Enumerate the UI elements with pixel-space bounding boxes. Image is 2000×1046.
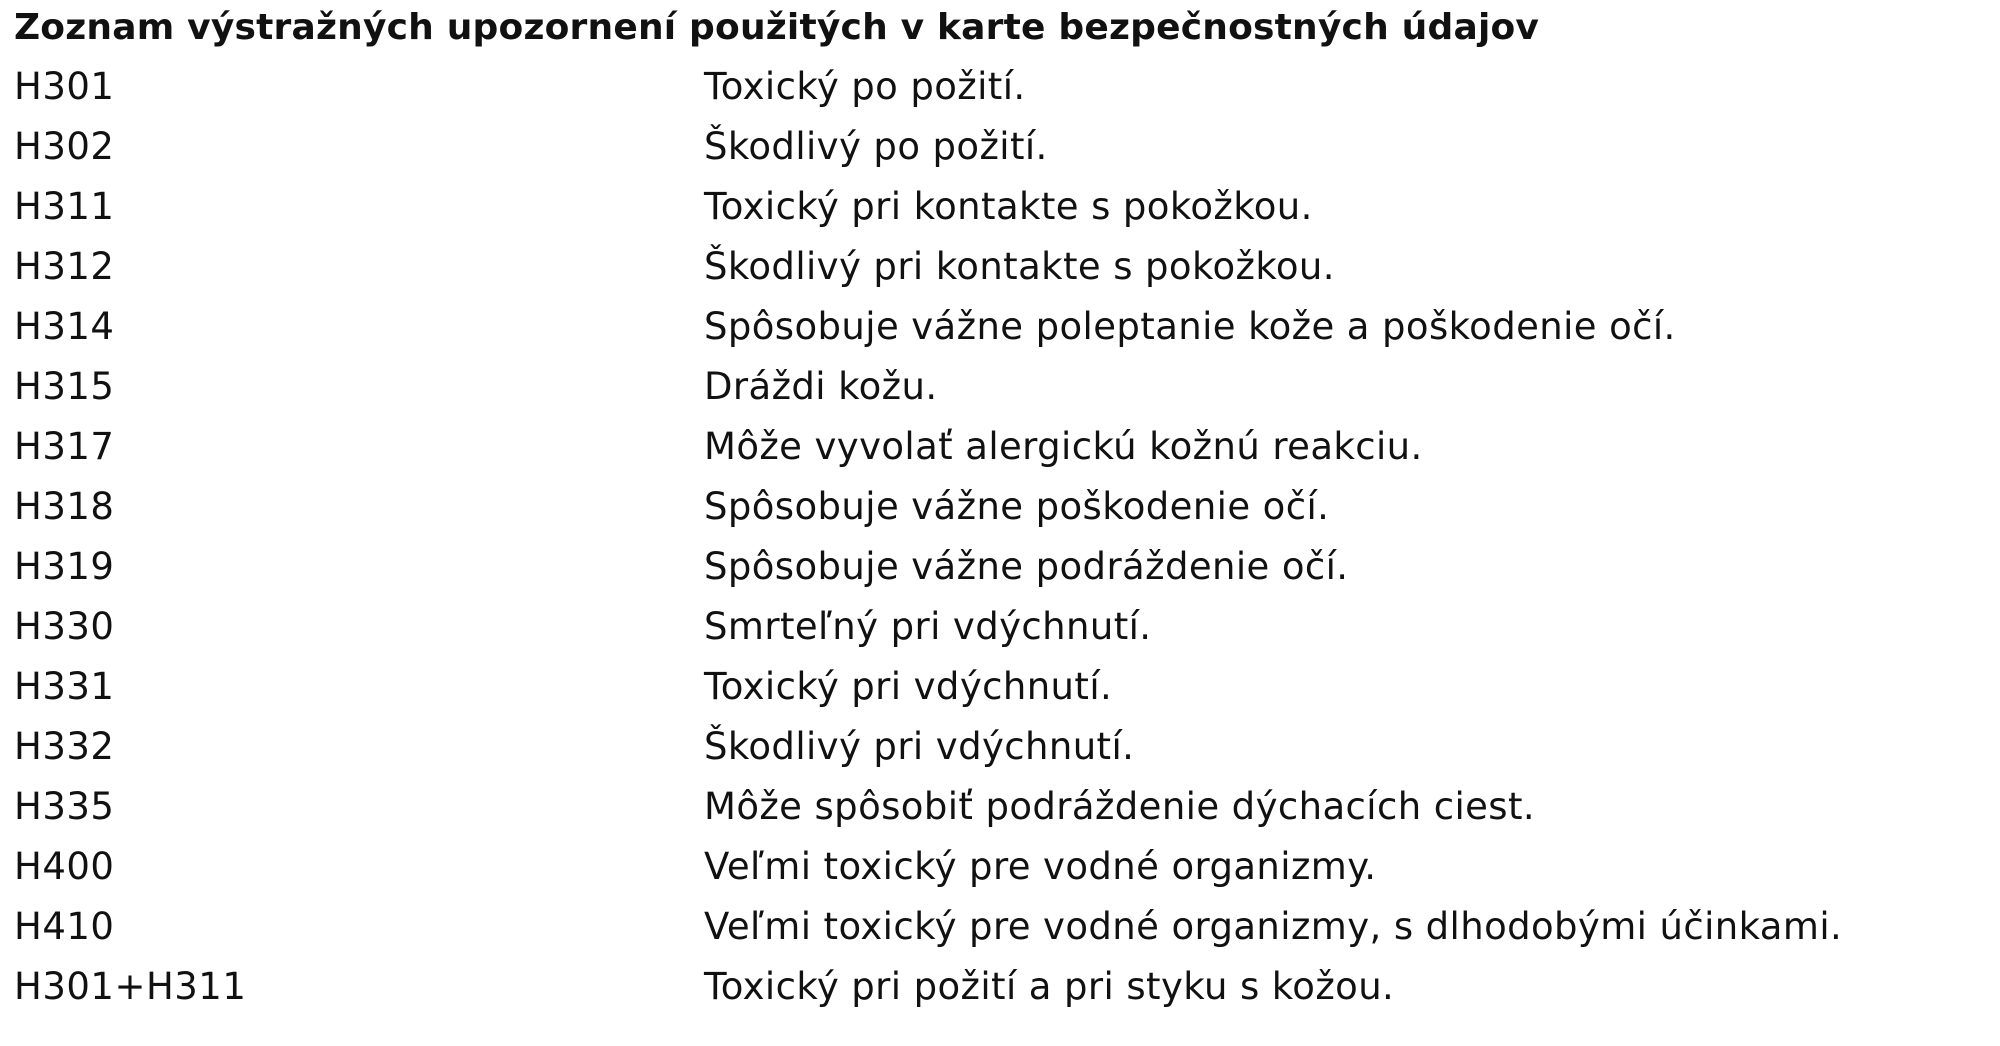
hazard-description: Škodlivý po požití. — [704, 124, 1048, 168]
hazard-statement-row — [14, 656, 1994, 716]
hazard-code: H311 — [14, 184, 115, 228]
hazard-description: Spôsobuje vážne podráždenie očí. — [704, 544, 1349, 588]
hazard-description: Spôsobuje vážne poleptanie kože a poškodenie očí. — [704, 304, 1676, 348]
hazard-description: Toxický pri vdýchnutí. — [704, 664, 1113, 708]
hazard-statement-row — [14, 836, 1994, 896]
hazard-description: Spôsobuje vážne poškodenie očí. — [704, 484, 1330, 528]
hazard-code: H410 — [14, 904, 115, 948]
hazard-statement-row — [14, 776, 1994, 836]
hazard-statement-row — [14, 416, 1994, 476]
hazard-code: H301+H311 — [14, 964, 247, 1008]
hazard-description: Toxický po požití. — [704, 64, 1026, 108]
hazard-statement-row — [14, 716, 1994, 776]
hazard-statement-row — [14, 536, 1994, 596]
hazard-statement-list — [14, 56, 1994, 1016]
hazard-statement-row — [14, 176, 1994, 236]
hazard-statement-row — [14, 56, 1994, 116]
hazard-statements-document — [14, 0, 1994, 1016]
hazard-code: H331 — [14, 664, 115, 708]
hazard-code: H319 — [14, 544, 115, 588]
hazard-statement-row — [14, 896, 1994, 956]
hazard-statement-row — [14, 236, 1994, 296]
hazard-description: Môže vyvolať alergickú kožnú reakciu. — [704, 424, 1423, 468]
hazard-code: H317 — [14, 424, 115, 468]
hazard-statement-row — [14, 116, 1994, 176]
hazard-statement-row — [14, 296, 1994, 356]
hazard-code: H330 — [14, 604, 115, 648]
hazard-description: Škodlivý pri kontakte s pokožkou. — [704, 244, 1335, 288]
hazard-statement-row — [14, 956, 1994, 1016]
hazard-code: H332 — [14, 724, 115, 768]
hazard-statement-row — [14, 596, 1994, 656]
hazard-description: Toxický pri kontakte s pokožkou. — [704, 184, 1313, 228]
hazard-description: Môže spôsobiť podráždenie dýchacích ciest. — [704, 784, 1536, 828]
hazard-description: Veľmi toxický pre vodné organizmy, s dlhodobými účinkami. — [704, 904, 1843, 948]
hazard-statement-row — [14, 476, 1994, 536]
hazard-statement-row — [14, 356, 1994, 416]
hazard-code: H335 — [14, 784, 115, 828]
hazard-code: H318 — [14, 484, 115, 528]
hazard-description: Škodlivý pri vdýchnutí. — [704, 724, 1135, 768]
document-title: Zoznam výstražných upozornení použitých v karte bezpečnostných údajov — [14, 7, 1540, 48]
hazard-code: H312 — [14, 244, 115, 288]
hazard-code: H315 — [14, 364, 115, 408]
hazard-code: H301 — [14, 64, 115, 108]
hazard-description: Dráždi kožu. — [704, 364, 938, 408]
hazard-description: Toxický pri požití a pri styku s kožou. — [704, 964, 1395, 1008]
hazard-code: H400 — [14, 844, 115, 888]
hazard-code: H314 — [14, 304, 115, 348]
hazard-description: Veľmi toxický pre vodné organizmy. — [704, 844, 1377, 888]
hazard-code: H302 — [14, 124, 115, 168]
hazard-description: Smrteľný pri vdýchnutí. — [704, 604, 1152, 648]
